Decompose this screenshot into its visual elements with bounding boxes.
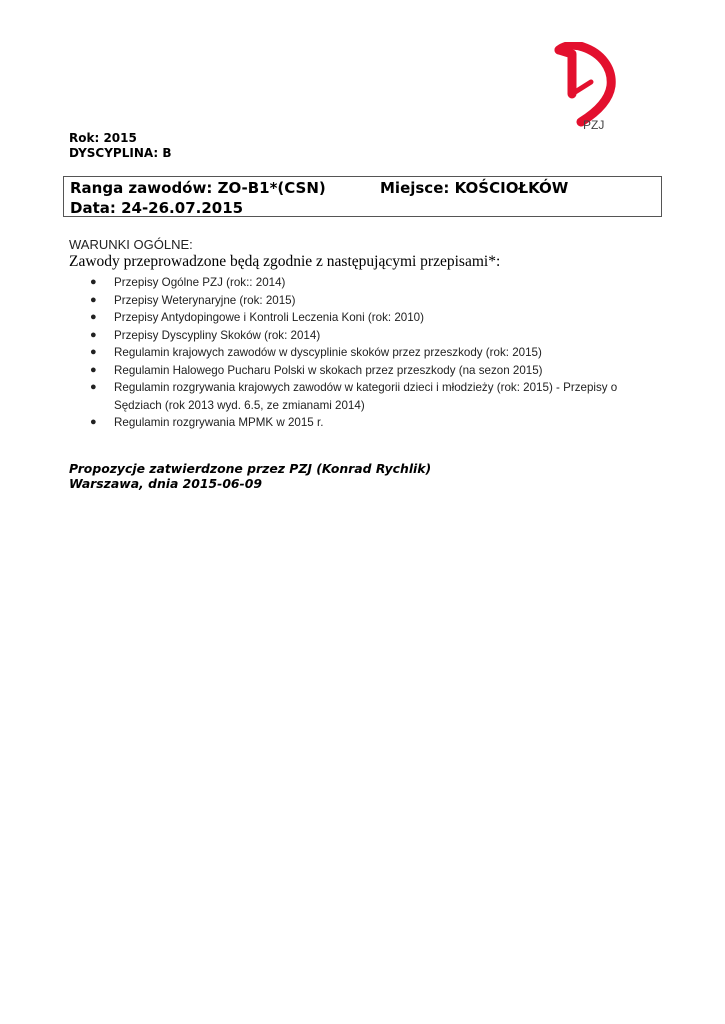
regulation-text: Przepisy Dyscypliny Skoków (rok: 2014)	[114, 328, 321, 342]
general-conditions-intro: Zawody przeprowadzone będą zgodnie z następującymi przepisami*:	[69, 253, 501, 270]
bullet-icon: ●	[90, 381, 97, 393]
list-item	[90, 292, 660, 310]
list-item	[90, 309, 660, 327]
pzj-logo-icon	[553, 42, 625, 132]
bullet-icon: ●	[90, 328, 97, 341]
bullet-icon: ●	[90, 416, 97, 428]
logo-text: PZJ	[583, 118, 605, 132]
bullet-icon: ●	[90, 346, 97, 358]
regulation-text: Przepisy Ogólne PZJ (rok:: 2014)	[114, 276, 286, 289]
regulation-text: Regulamin rozgrywania krajowych zawodów w kategorii dzieci i młodzieży (rok: 2015) - Przepisy o Sędziach (rok 2013 wyd. 6.5, ze zmianami 2014)	[114, 381, 618, 412]
list-item	[90, 362, 660, 380]
approval-date-line: Warszawa, dnia 2015-06-09	[69, 476, 262, 491]
general-conditions-heading: WARUNKI OGÓLNE:	[69, 237, 193, 252]
bullet-icon: ●	[90, 363, 97, 376]
regulations-list	[90, 274, 660, 432]
regulation-text: Przepisy Antydopingowe i Kontroli Leczenia Koni (rok: 2010)	[114, 311, 424, 324]
bullet-icon: ●	[90, 311, 97, 323]
regulation-text: Przepisy Weterynaryjne (rok: 2015)	[114, 293, 296, 307]
year-line: Rok: 2015	[69, 131, 137, 145]
list-item	[90, 327, 660, 345]
competition-info-box	[63, 176, 662, 217]
competition-rank: Ranga zawodów: ZO-B1*(CSN)	[70, 179, 326, 197]
list-item	[90, 274, 660, 292]
approval-block	[69, 461, 431, 491]
discipline-line: DYSCYPLINA: B	[69, 146, 172, 160]
bullet-icon: ●	[90, 276, 97, 288]
bullet-icon: ●	[90, 293, 97, 306]
regulation-text: Regulamin rozgrywania MPMK w 2015 r.	[114, 416, 324, 429]
pzj-logo	[553, 42, 625, 132]
list-item	[90, 414, 660, 432]
regulation-text: Regulamin krajowych zawodów w dyscyplinie skoków przez przeszkody (rok: 2015)	[114, 346, 542, 359]
list-item	[90, 379, 660, 414]
document-meta	[69, 131, 172, 161]
list-item	[90, 344, 660, 362]
approval-line: Propozycje zatwierdzone przez PZJ (Konrad Rychlik)	[69, 461, 432, 476]
competition-date: Data: 24-26.07.2015	[70, 199, 244, 217]
regulation-text: Regulamin Halowego Pucharu Polski w skokach przez przeszkody (na sezon 2015)	[114, 363, 543, 377]
competition-place: Miejsce: KOŚCIOŁKÓW	[380, 179, 569, 197]
